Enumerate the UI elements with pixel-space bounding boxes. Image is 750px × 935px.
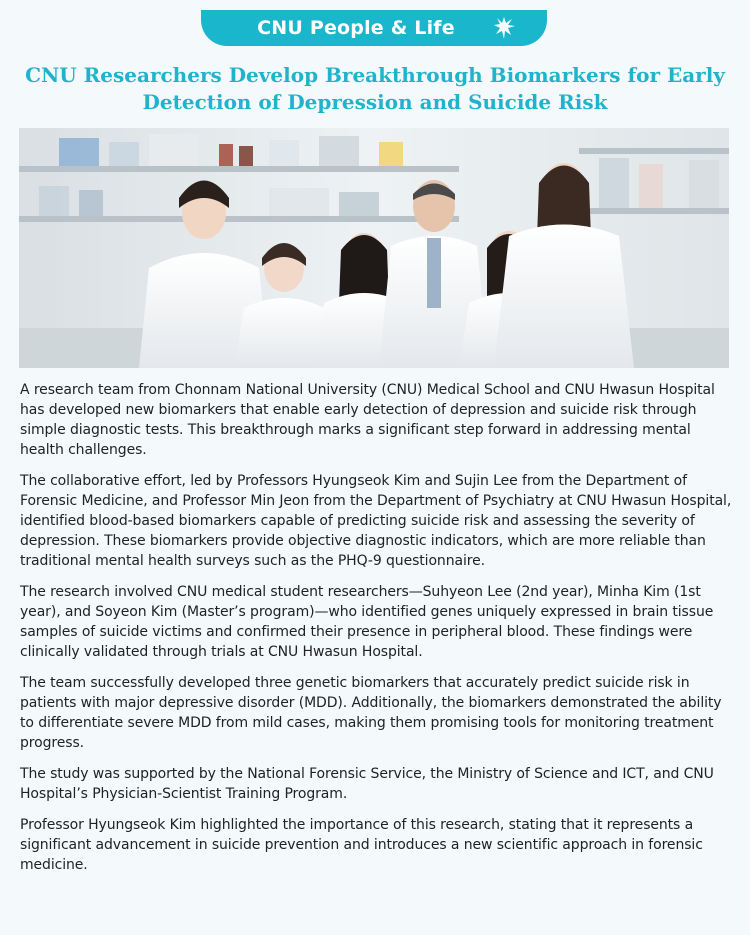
research-team-photo (19, 128, 729, 368)
article-paragraph: The team successfully developed three genetic biomarkers that accurately predict suicide risk in patients with major depressive disorder (MDD). Additionally, the biomarkers demonstrated the ability to differentiate severe MDD from mild cases, making them promising tools for monitoring treatment progress. (20, 675, 722, 751)
section-label: CNU People & Life (257, 17, 455, 39)
article-paragraph: A research team from Chonnam National University (CNU) Medical School and CNU Hwasun Hospital has developed new biomarkers that enable early detection of depression and suicide risk through simple diagnostic tests. This breakthrough marks a significant step forward in addressing mental health challenges. (20, 382, 715, 458)
article-paragraph: The research involved CNU medical student researchers—Suhyeon Lee (2nd year), Minha Kim (1st year), and Soyeon Kim (Master’s program)—who identified genes uniquely expressed in brain tissue samples of suicide victims and confirmed their presence in peripheral blood. These findings were clinically validated through trials at CNU Hwasun Hospital. (20, 584, 714, 660)
article-body (20, 380, 732, 886)
mascot-figure-icon (491, 14, 517, 42)
article-paragraph: The collaborative effort, led by Professors Hyungseok Kim and Sujin Lee from the Department of Forensic Medicine, and Professor Min Jeon from the Department of Psychiatry at CNU Hwasun Hospital, identified blood-based biomarkers capable of predicting suicide risk and assessing the severity of depression. These biomarkers provide objective diagnostic indicators, which are more reliable than traditional mental health surveys such as the PHQ-9 questionnaire. (20, 473, 732, 569)
article-paragraph: The study was supported by the National Forensic Service, the Ministry of Science and ICT, and CNU Hospital’s Physician-Scientist Training Program. (20, 766, 714, 802)
section-banner (201, 10, 547, 46)
article-paragraph: Professor Hyungseok Kim highlighted the importance of this research, stating that it represents a significant advancement in suicide prevention and introduces a new scientific approach in forensic medicine. (20, 817, 703, 873)
article-title: CNU Researchers Develop Breakthrough Biomarkers for Early Detection of Depression and Suicide Risk (25, 63, 725, 114)
